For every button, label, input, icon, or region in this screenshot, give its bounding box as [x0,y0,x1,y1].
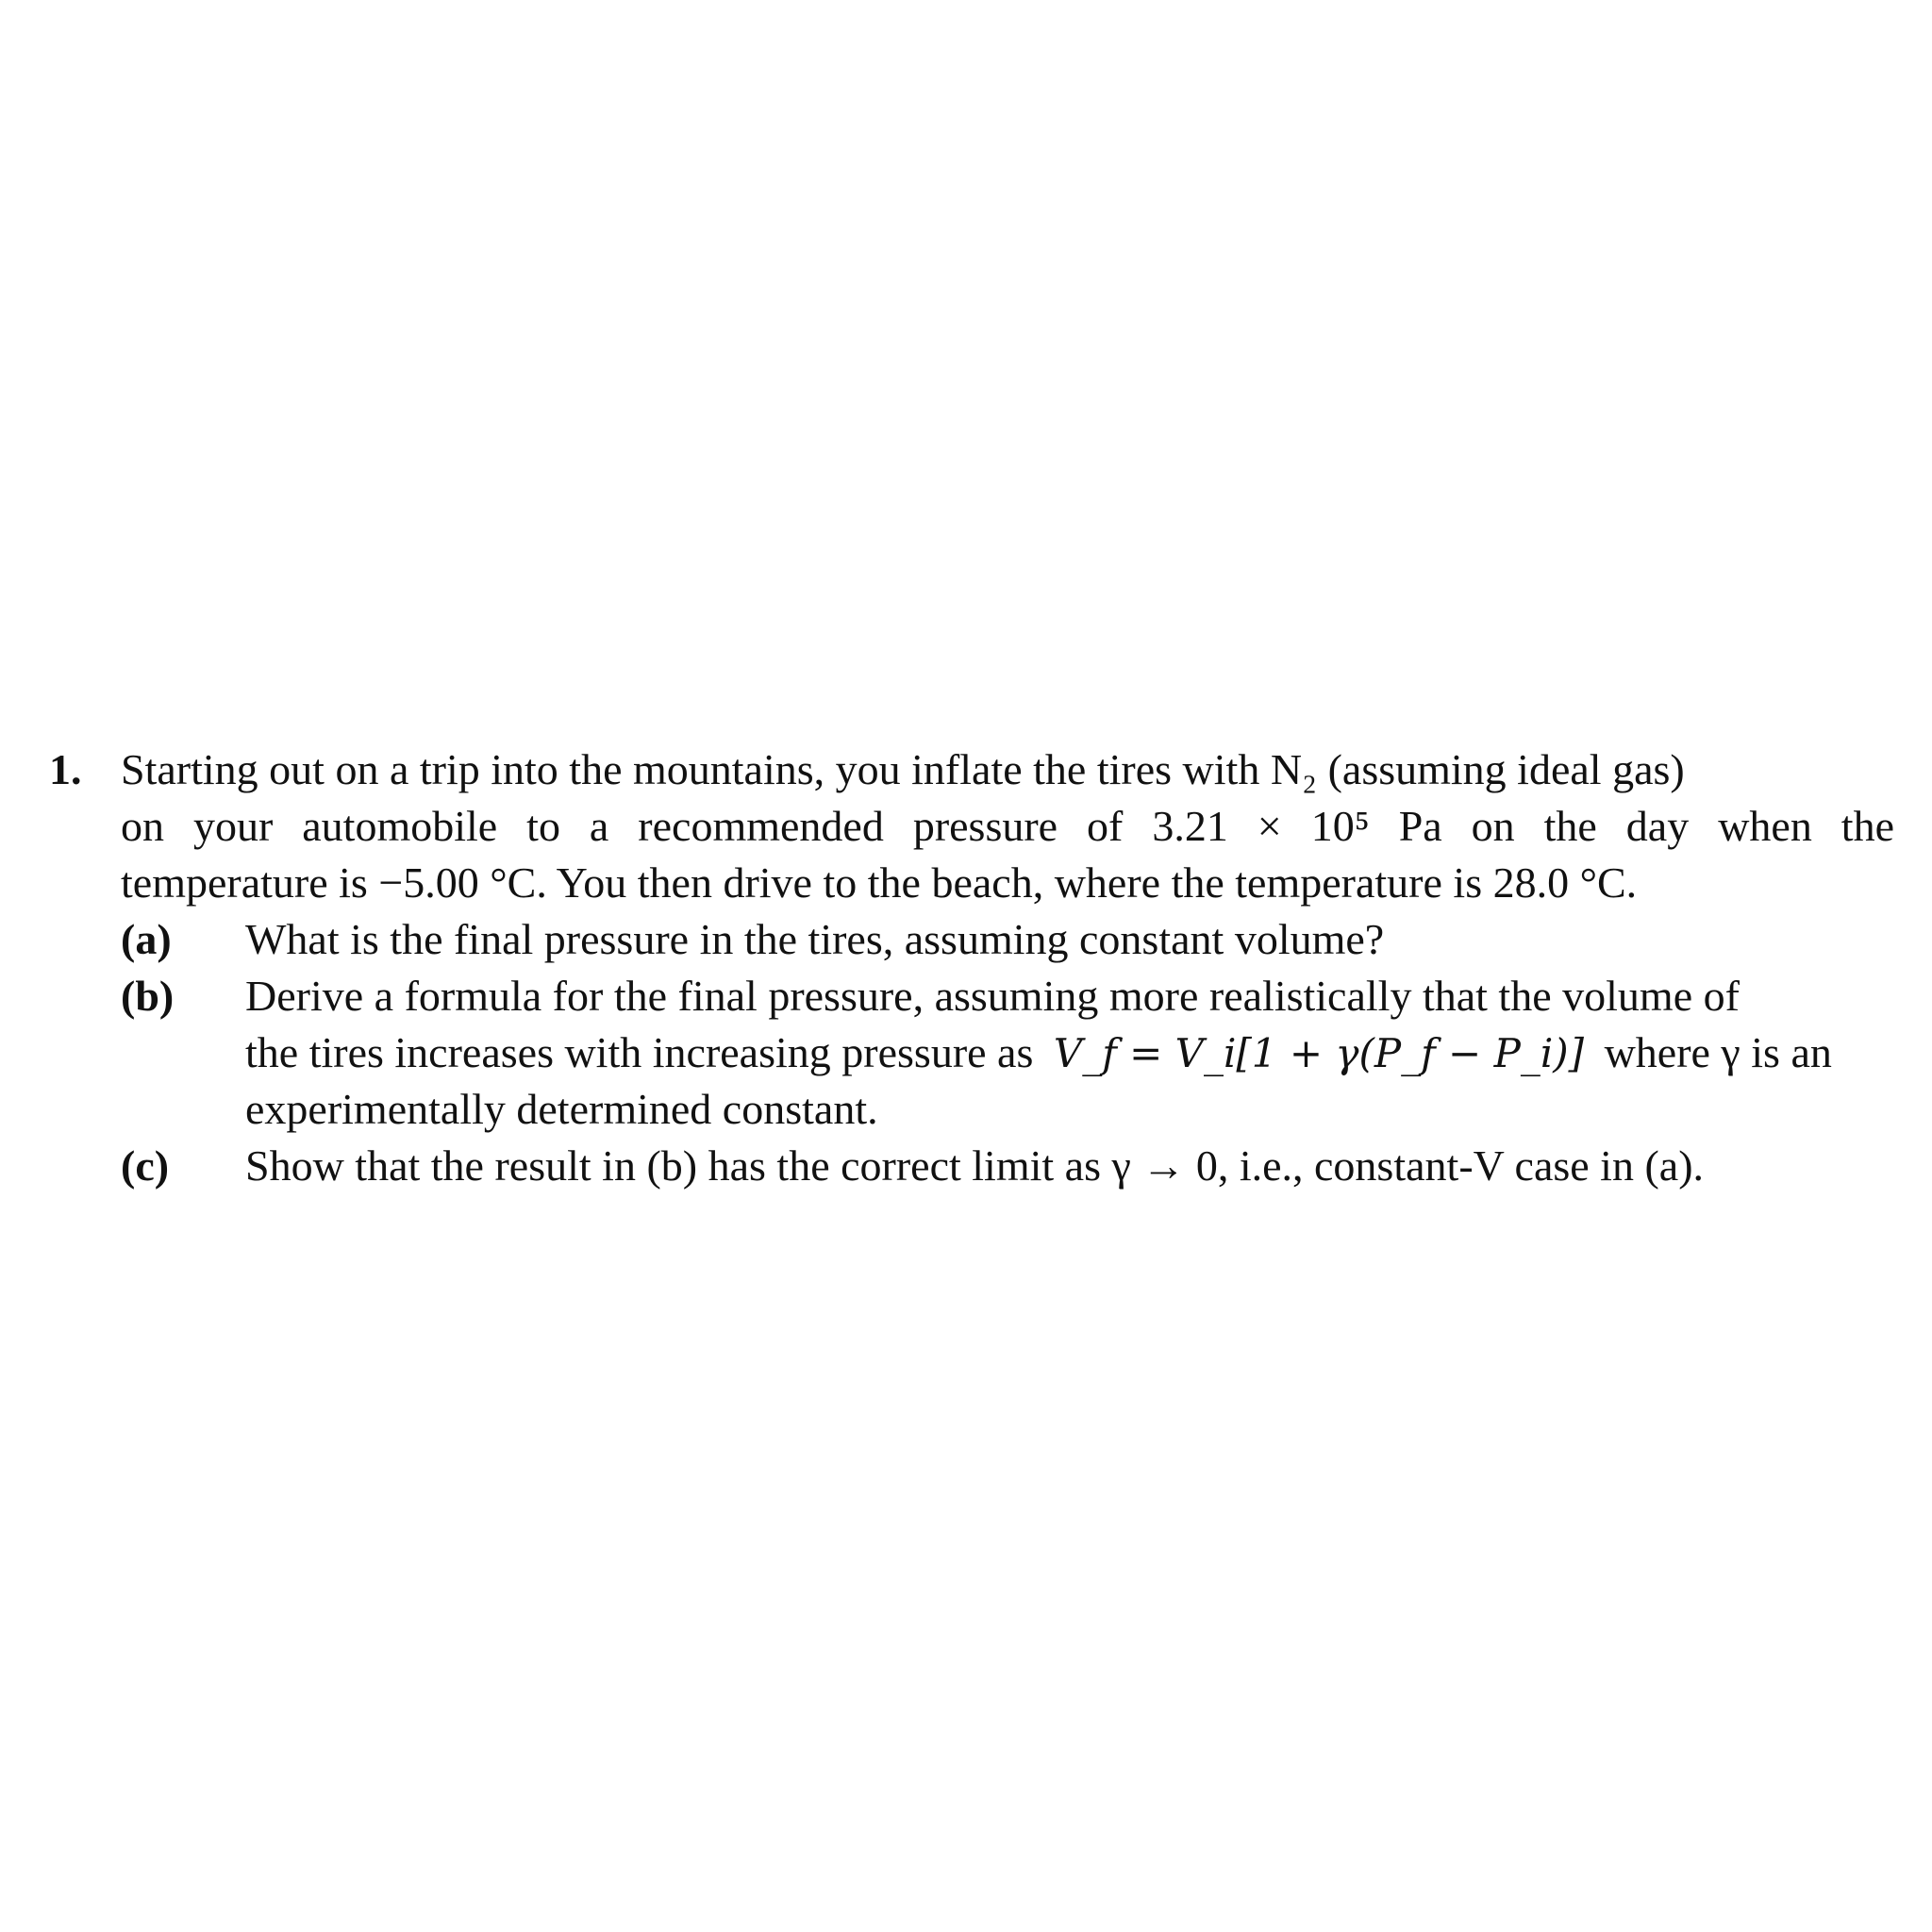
part-b-text-1: Derive a formula for the final pressure, assuming more realistically that the volume of [245,972,1740,1020]
part-c-text: Show that the result in (b) has the correct limit as γ → 0, i.e., constant-V case in (a). [245,1141,1705,1190]
intro-text-2: on your automobile to a recommended pressure of 3.21 × 10⁵ Pa on the day when the [121,802,1894,850]
part-c-label: (c) [121,1141,170,1190]
volume-pressure-formula: V_f = V_i[1 + γ(P_f − P_i)] [1053,1030,1585,1076]
part-b-text-2-post: where γ is an [1604,1028,1832,1076]
intro-text-1: Starting out on a trip into the mountains, you inflate the tires with N₂ (assuming ideal gas) [121,745,1685,793]
part-a-label: (a) [121,915,172,963]
part-c [49,1138,1894,1194]
problem-number: 1. [49,745,82,793]
intro-text-3: temperature is −5.00 °C. You then drive to the beach, where the temperature is 28.0 °C. [121,858,1638,907]
part-b-line-2 [49,1024,1894,1081]
problem-intro-line-2 [49,798,1894,855]
part-b-label: (b) [121,972,175,1020]
part-b-line-1 [49,968,1894,1024]
problem-intro-line-3 [49,855,1894,911]
problem-1 [49,741,1894,1194]
part-b-text-2-pre: the tires increases with increasing pressure as [245,1028,1034,1076]
part-b-text-3: experimentally determined constant. [245,1085,878,1133]
part-b-line-3 [49,1081,1894,1138]
part-b-line-2-content [245,1024,1894,1082]
part-a [49,911,1894,968]
part-a-text: What is the final pressure in the tires, assuming constant volume? [245,915,1385,963]
problem-intro-line-1 [49,741,1894,798]
